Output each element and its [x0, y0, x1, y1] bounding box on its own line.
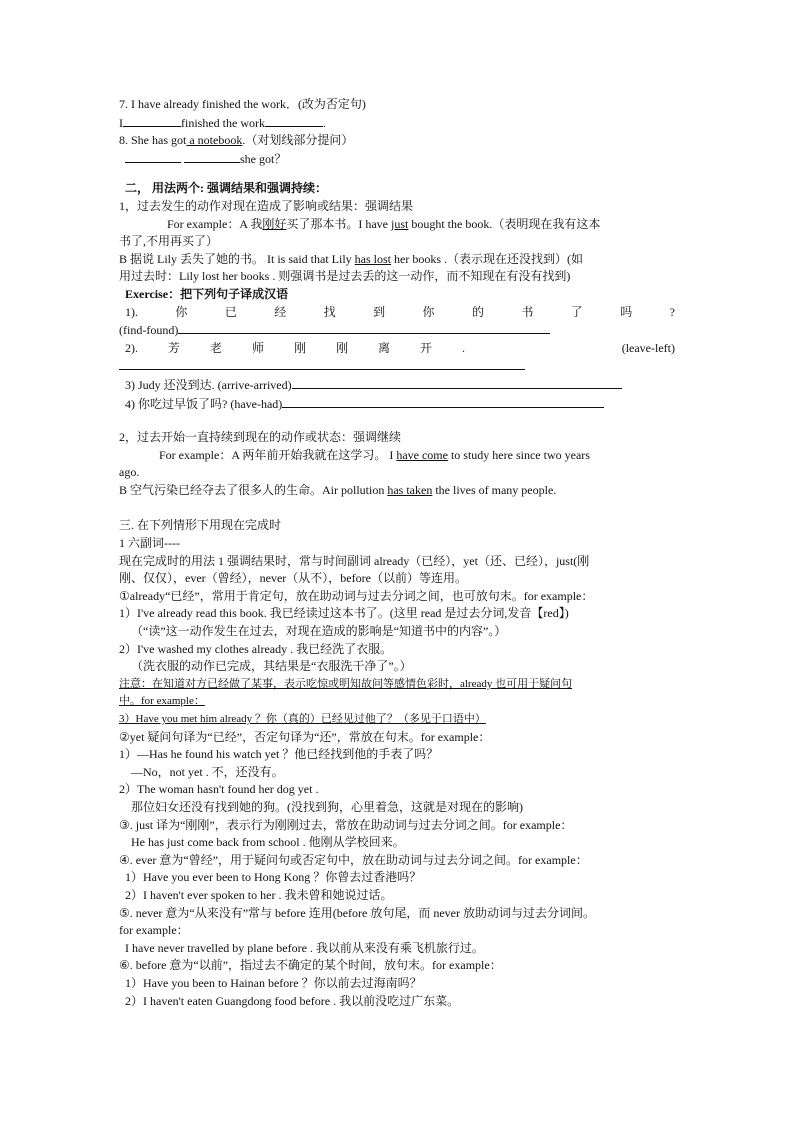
q7-blank-1[interactable] [123, 114, 181, 127]
question-7-answer-line [119, 114, 675, 133]
translation-1-char: 到 [373, 304, 386, 319]
never-rule: ⑤. never 意为“从来没有”常与 before 连用(before 放句尾，而 never 放助动词与过去分词间。 [119, 905, 595, 920]
translation-1-char: 的 [471, 304, 484, 319]
ex1-part-c: bought the book.（表明现在我有这本 [408, 216, 601, 231]
section-2-heading: 二， 用法两个: 强调结果和强调持续： [125, 181, 327, 196]
t1-hint: (find-found) [119, 323, 179, 338]
ex1-part-b: 买了那本书。I have [286, 216, 391, 231]
t2-answer-blank[interactable] [119, 357, 525, 370]
before-example-2: 2）I haven't eaten Guangdong food before . 我以前没吃过广东菜。 [125, 993, 460, 1008]
ex2-underline: have come [396, 447, 448, 462]
exb-part-b: her books .（表示现在还没找到）(如 [391, 251, 584, 266]
exb-underline: has lost [354, 251, 392, 266]
translation-2-char: 刚 [335, 340, 348, 355]
translation-1-char: ? [669, 304, 675, 319]
yet-rule: ②yet 疑问句译为“已经”，否定句译为“还”，常放在句末。for example： [119, 729, 491, 744]
yet-example-1: 1）—Has he found his watch yet ？他已经找到他的手表了吗？ [119, 747, 439, 762]
translation-2-answer-line [119, 357, 675, 376]
ex1-underline-2: just [391, 216, 409, 231]
ex1-part-a: For example：A 我 [167, 216, 263, 231]
note-line-3: 3）Have you met him already ？你（真的）已经见过他了？（多见于口语中） [119, 713, 486, 725]
translation-1-char: 已 [224, 304, 237, 319]
yet-example-2-translation: 那位妇女还没有找到她的狗。(没找到狗，心里着急，这就是对现在的影响) [131, 799, 523, 814]
q7-blank-2[interactable] [265, 114, 323, 127]
q8-prompt-end: .（对划线部分提问） [242, 133, 354, 148]
translation-1-answer-line [119, 321, 675, 340]
ex2b-part-b: the lives of many people. [432, 482, 557, 497]
already-example-2: 2）I've washed my clothes already . 我已经洗了衣服。 [119, 641, 393, 656]
translation-2-char: 2). [125, 340, 138, 355]
translation-1-char: 你 [422, 304, 435, 319]
q8-tail: she got？ [240, 151, 287, 166]
section-3-heading: 三. 在下列情形下用现在完成时 [119, 518, 282, 533]
example-b-line-2: 用过去时：Lily lost her books . 则强调书是过去丢的这一动作，而不知现在有没有找到) [119, 269, 571, 284]
q8-blank-2[interactable] [184, 150, 240, 163]
question-7-prompt: 7. I have already finished the work．(改为否定句) [119, 97, 366, 111]
ex1-underline-1: 刚好 [262, 216, 287, 231]
question-8-answer-line [119, 150, 675, 169]
example-1-line-2: 书了,不用再买了） [119, 234, 219, 249]
translation-2-char: 芳 [167, 340, 180, 355]
before-example-1: 1）Have you been to Hainan before ？你以前去过海南吗？ [125, 975, 422, 990]
translation-2-char: 老 [209, 340, 222, 355]
intro-line-1: 现在完成时的用法 1 强调结果时，常与时间副词 already（已经），yet（还、已经），just(刚 [119, 553, 590, 568]
q7-period: . [322, 115, 326, 130]
q8-underlined-part: a notebook [186, 133, 243, 148]
question-8-prompt [119, 132, 675, 150]
exercise-heading: Exercise：把下列句子译成汉语 [125, 286, 289, 301]
ever-example-1: 1）Have you ever been to Hong Kong ？你曾去过香港吗？ [125, 870, 422, 885]
just-rule: ③. just 译为“刚刚”，表示行为刚刚过去，常放在助动词与过去分词之间。for example： [119, 817, 573, 832]
already-example-2-note: （洗衣服的动作已完成，其结果是“衣服洗干净了”。） [131, 659, 412, 674]
never-for-example: for example： [119, 923, 189, 938]
ex2-part-b: to study here since two years [447, 447, 590, 462]
t4-answer-blank[interactable] [282, 395, 604, 408]
translation-1-char: 找 [323, 304, 336, 319]
translation-1-char: 你 [175, 304, 188, 319]
ever-example-2: 2）I haven't ever spoken to her . 我未曾和她说过话。 [125, 887, 393, 902]
example-2b [119, 482, 675, 500]
translation-2-char: . [461, 340, 465, 355]
intro-line-2: 刚、仅仅），ever（曾经），never（从不），before（以前）等连用。 [119, 571, 467, 586]
translation-1-char: 吗 [620, 304, 633, 319]
note-line-2: 中。for example： [119, 695, 205, 708]
ex2-part-a: For example：A 两年前开始我就在这学习。 I [159, 447, 397, 462]
section-3-sub-1: 1 六副词---- [119, 536, 180, 551]
ex2b-part-a: B 空气污染已经夺去了很多人的生命。Air pollution [119, 482, 388, 497]
translation-2-char: 刚 [293, 340, 306, 355]
exb-part-a: B 据说 Lily 丢失了她的书。 It is said that Lily [119, 251, 355, 266]
q8-prompt-start: 8. She has got [119, 133, 187, 148]
translation-4 [119, 395, 675, 414]
yet-example-1-reply: —No，not yet . 不，还没有。 [131, 764, 284, 779]
q7-text: finished the work [181, 115, 265, 130]
already-rule: ①already“已经”，常用于肯定句，放在助动词与过去分词之间，也可放句末。for example： [119, 588, 594, 603]
example-2-line-2: ago. [119, 465, 140, 480]
translation-3 [119, 376, 675, 395]
section-2-point-2: 2，过去开始一直持续到现在的动作或状态：强调继续 [119, 430, 402, 445]
example-b-line-1 [119, 251, 675, 269]
already-example-1: 1）I've already read this book. 我已经读过这本书了。(这里 read 是过去分词,发音【red】) [119, 606, 569, 621]
t3-answer-blank[interactable] [292, 376, 622, 389]
translation-1-char: 1). [125, 304, 138, 319]
t4-text: 4) 你吃过早饭了吗? (have-had) [125, 396, 283, 411]
example-1-line-1 [119, 216, 675, 234]
translation-2-char: 离 [377, 340, 390, 355]
section-2-point-1: 1，过去发生的动作对现在造成了影响或结果：强调结果 [119, 198, 414, 213]
translation-2 [119, 340, 675, 358]
ex2b-underline: has taken [387, 482, 433, 497]
translation-2-chars [125, 340, 465, 358]
translation-2-char: 开 [419, 340, 432, 355]
translation-1-char: 书 [521, 304, 534, 319]
q7-subject: I [119, 115, 123, 130]
t1-answer-blank[interactable] [178, 321, 550, 334]
just-example: He has just come back from school . 他刚从学校回来。 [131, 835, 405, 850]
translation-1 [119, 304, 675, 322]
q8-blank-1[interactable] [125, 150, 181, 163]
translation-1-char: 了 [570, 304, 583, 319]
translation-1-char: 经 [274, 304, 287, 319]
note-line-1: 注意：在知道对方已经做了某事，表示吃惊或明知故问等感情色彩时，already 也可用于疑问句 [119, 677, 573, 690]
translation-2-char: 师 [251, 340, 264, 355]
ever-rule: ④. ever 意为“曾经”，用于疑问句或否定句中，放在助动词与过去分词之间。for example： [119, 852, 588, 867]
example-2-line-1 [119, 447, 675, 465]
t3-text: 3) Judy 还没到达. (arrive-arrived) [125, 377, 292, 392]
never-example: I have never travelled by plane before . 我以前从来没有乘飞机旅行过。 [125, 940, 484, 955]
already-example-1-note: （“读”这一动作发生在过去，对现在造成的影响是“知道书中的内容”。） [131, 624, 507, 639]
t2-hint: (leave-left) [621, 340, 675, 355]
before-rule: ⑥. before 意为“以前”，指过去不确定的某个时间，放句末。for example： [119, 958, 502, 973]
worksheet-page [119, 96, 675, 1010]
yet-example-2: 2）The woman hasn't found her dog yet . [119, 782, 319, 797]
